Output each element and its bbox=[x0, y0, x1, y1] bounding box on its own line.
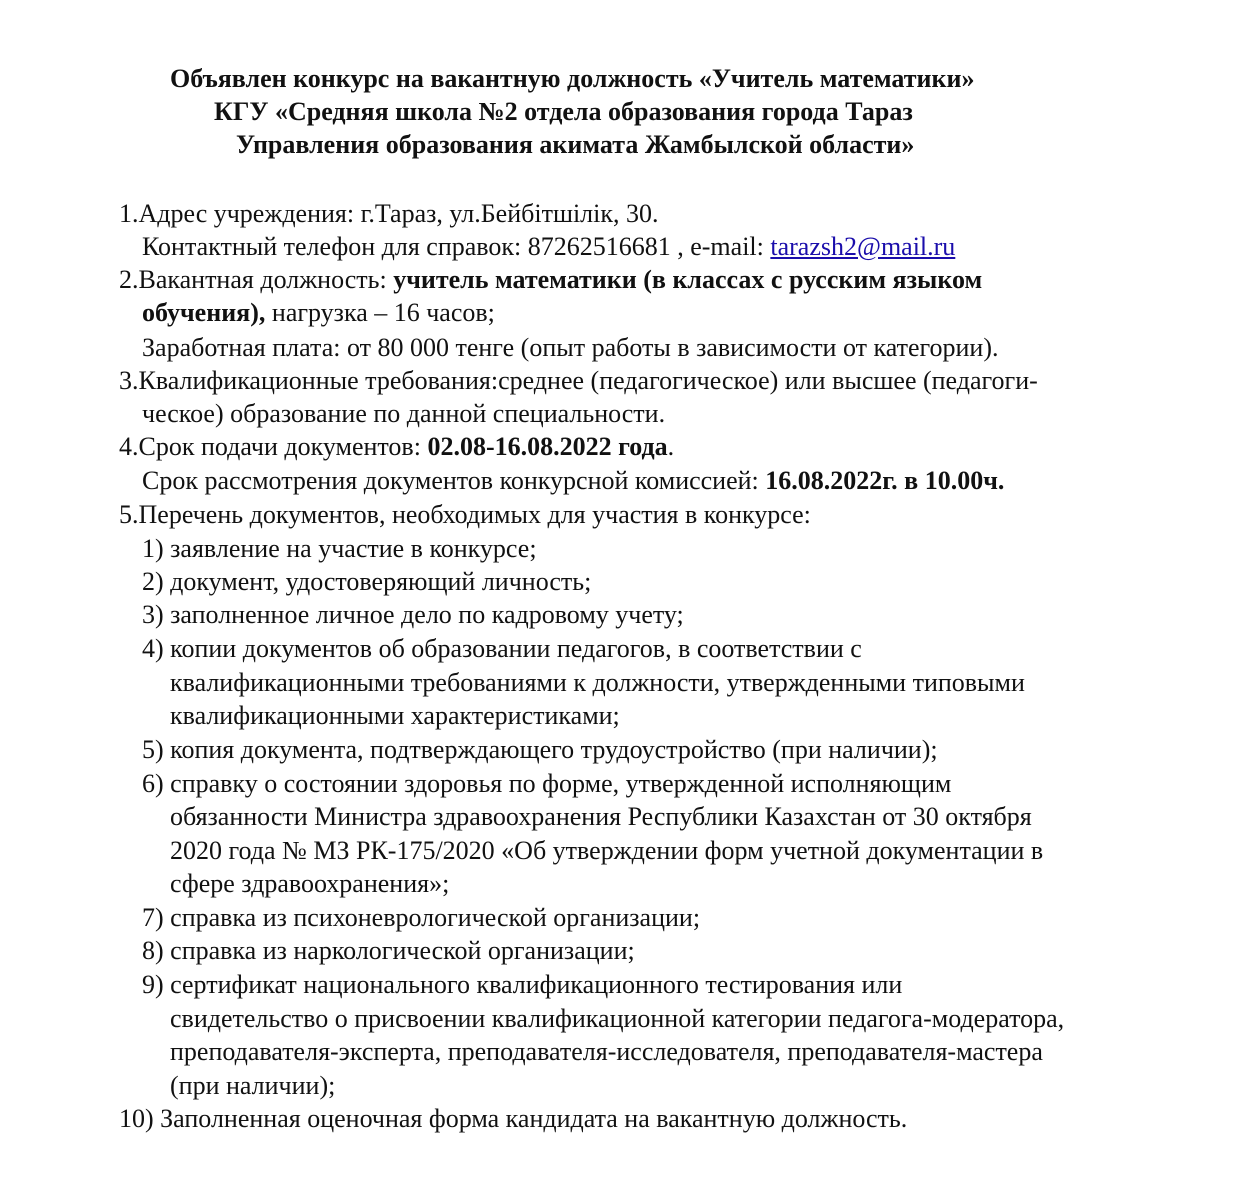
salary-line: Заработная плата: от 80 000 тенге (опыт работы в зависимости от категории). bbox=[142, 333, 999, 362]
qualification-line-2: ческое) образование по данной специальности. bbox=[142, 399, 666, 428]
deadline-dates: 02.08-16.08.2022 года bbox=[427, 432, 668, 461]
list-item-cont: квалификационными характеристиками; bbox=[170, 701, 620, 730]
documents-heading: 5.Перечень документов, необходимых для участия в конкурсе: bbox=[119, 500, 811, 529]
vacancy-label: 2.Вакантная должность: bbox=[119, 265, 394, 294]
list-item: 1) заявление на участие в конкурсе; bbox=[142, 534, 537, 563]
contact-phone-text: Контактный телефон для справок: 87262516681 , e-mail: bbox=[142, 232, 771, 261]
list-item: 4) копии документов об образовании педагогов, в соответствии с bbox=[142, 634, 862, 663]
list-item: 6) справку о состоянии здоровья по форме, утвержденной исполняющим bbox=[142, 769, 952, 798]
list-item: 10) Заполненная оценочная форма кандидата на вакантную должность. bbox=[119, 1104, 908, 1133]
list-item-cont: (при наличии); bbox=[170, 1071, 336, 1100]
workload-text: нагрузка – 16 часов; bbox=[265, 298, 495, 327]
title-line-3: Управления образования акимата Жамбылской области» bbox=[236, 130, 915, 159]
deadline-line bbox=[119, 430, 674, 463]
list-item: 5) копия документа, подтверждающего трудоустройство (при наличии); bbox=[142, 735, 938, 764]
list-item-cont: обязанности Министра здравоохранения Республики Казахстан от 30 октября bbox=[170, 802, 1032, 831]
address-line: 1.Адрес учреждения: г.Тараз, ул.Бейбітшілік, 30. bbox=[119, 199, 659, 228]
deadline-period: . bbox=[667, 432, 675, 461]
list-item: 9) сертификат национального квалификационного тестирования или bbox=[142, 970, 903, 999]
vacancy-position: учитель математики (в классах с русским языком bbox=[393, 265, 983, 294]
vacancy-position-cont: обучения), bbox=[142, 298, 266, 327]
qualification-line-1: 3.Квалификационные требования:среднее (педагогическое) или высшее (педагоги- bbox=[119, 366, 1038, 395]
review-line bbox=[142, 464, 1004, 497]
email-link[interactable]: tarazsh2@mail.ru bbox=[770, 232, 956, 261]
list-item: 8) справка из наркологической организации; bbox=[142, 936, 635, 965]
title-line-1: Объявлен конкурс на вакантную должность «Учитель математики» bbox=[170, 64, 975, 93]
review-label: Срок рассмотрения документов конкурсной комиссией: bbox=[142, 466, 766, 495]
review-date: 16.08.2022г. в 10.00ч. bbox=[765, 466, 1005, 495]
list-item: 7) справка из психоневрологической организации; bbox=[142, 903, 701, 932]
vacancy-line bbox=[119, 263, 982, 296]
list-item-cont: квалификационными требованиями к должности, утвержденными типовыми bbox=[170, 668, 1025, 697]
list-item-cont: свидетельство о присвоении квалификационной категории педагога-модератора, bbox=[170, 1004, 1065, 1033]
title-line-2: КГУ «Средняя школа №2 отдела образования города Тараз bbox=[214, 97, 913, 126]
deadline-label: 4.Срок подачи документов: bbox=[119, 432, 428, 461]
list-item: 2) документ, удостоверяющий личность; bbox=[142, 567, 592, 596]
list-item-cont: 2020 года № МЗ РК-175/2020 «Об утверждении форм учетной документации в bbox=[170, 836, 1044, 865]
vacancy-line-2 bbox=[142, 296, 495, 329]
contact-line bbox=[142, 230, 955, 263]
list-item-cont: сфере здравоохранения»; bbox=[170, 869, 450, 898]
list-item-cont: преподавателя-эксперта, преподавателя-исследователя, преподавателя-мастера bbox=[170, 1037, 1043, 1066]
list-item: 3) заполненное личное дело по кадровому учету; bbox=[142, 600, 684, 629]
